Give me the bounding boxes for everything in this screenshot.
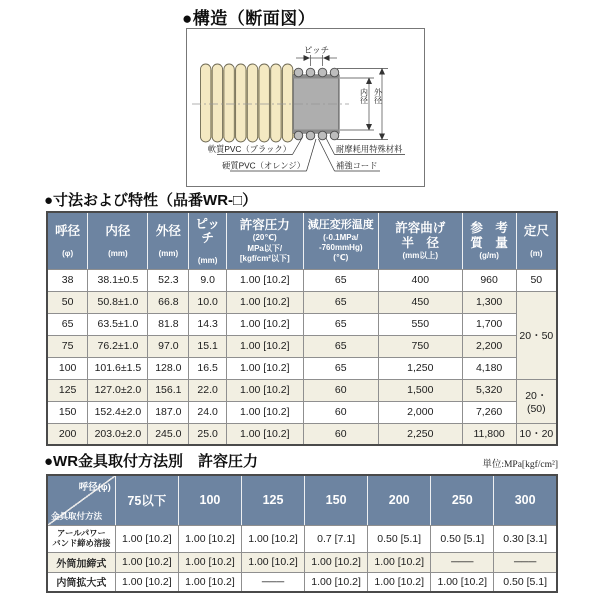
spec-cell: 65 <box>47 313 88 335</box>
spec-cell: 128.0 <box>148 357 189 379</box>
spec-row <box>47 335 557 357</box>
fitting-value-cell: ─── <box>241 572 304 592</box>
spec-cell: 1.00 [10.2] <box>227 401 304 423</box>
fitting-row <box>47 525 557 552</box>
header-unit: (mm以上) <box>402 251 439 261</box>
spec-cell: 203.0±2.0 <box>88 423 148 445</box>
header-main: 定尺 <box>523 223 549 238</box>
header-unit: [kgf/cm²以下] <box>239 253 290 263</box>
spec-header-std-length <box>516 212 557 269</box>
fitting-value-cell: ─── <box>431 552 494 572</box>
fitting-value-cell: 1.00 [10.2] <box>178 572 241 592</box>
spec-cell: 65 <box>303 291 378 313</box>
fitting-value-cell: 1.00 [10.2] <box>368 572 431 592</box>
spec-header-row <box>47 212 557 269</box>
fitting-value-cell: 1.00 [10.2] <box>305 552 368 572</box>
fitting-value-cell: 1.00 [10.2] <box>115 572 178 592</box>
header-main: 許容曲げ <box>395 221 446 236</box>
spec-cell: 1.00 [10.2] <box>227 291 304 313</box>
spec-cell: 4,180 <box>462 357 516 379</box>
spec-cell: 187.0 <box>148 401 189 423</box>
spec-cell: 60 <box>303 379 378 401</box>
spec-cell: 66.8 <box>148 291 189 313</box>
fitting-value-cell: 1.00 [10.2] <box>178 552 241 572</box>
header-unit: (20℃) <box>252 233 277 243</box>
spec-cell: 150 <box>47 401 88 423</box>
fitting-value-cell: 1.00 [10.2] <box>178 525 241 552</box>
spec-cell: 38.1±0.5 <box>88 269 148 291</box>
spec-cell: 200 <box>47 423 88 445</box>
fitting-section-title: ●WR金具取付方法別 許容圧力 <box>44 453 259 470</box>
spec-cell: 65 <box>303 269 378 291</box>
header-unit: (mm) <box>158 248 179 258</box>
structure-section-title: ●構造（断面図） <box>182 9 316 28</box>
diameter-dimensions <box>337 69 388 140</box>
fitting-row-label <box>47 525 115 552</box>
spec-cell: 2,000 <box>378 401 462 423</box>
spec-header-mass <box>462 212 516 269</box>
hard-pvc-label: 硬質PVC（オレンジ） <box>221 160 305 171</box>
spec-cell: 960 <box>462 269 516 291</box>
fitting-value-cell: 0.30 [3.1] <box>494 525 557 552</box>
unit-label: 単位:MPa[kgf/cm²] <box>482 460 558 470</box>
outer-diameter-label: 外径 <box>373 88 383 104</box>
spec-cell: 15.1 <box>189 335 227 357</box>
spec-cell: 16.5 <box>189 357 227 379</box>
fitting-table <box>46 474 558 593</box>
fitting-value-cell: 1.00 [10.2] <box>241 525 304 552</box>
header-main: 許容圧力 <box>239 218 290 233</box>
header-unit: (mm) <box>197 255 218 265</box>
spec-cell: 63.5±1.0 <box>88 313 148 335</box>
reinforce-cord-label: 補強コード <box>336 160 378 171</box>
hose-cross-section-diagram <box>187 29 424 186</box>
fitting-header-row <box>47 475 557 525</box>
spec-cell: 81.8 <box>148 313 189 335</box>
spec-row <box>47 291 557 313</box>
spec-cell: 7,260 <box>462 401 516 423</box>
inner-diameter-label: 内径 <box>359 88 369 104</box>
soft-pvc-label: 軟質PVC（ブラック） <box>207 144 291 154</box>
header-main: 内径 <box>105 223 131 238</box>
fitting-value-cell: 1.00 [10.2] <box>431 572 494 592</box>
spec-cell: 1,500 <box>378 379 462 401</box>
standard-length-cell: 10・20 <box>516 423 557 445</box>
spec-cell: 127.0±2.0 <box>88 379 148 401</box>
header-main: 質 量 <box>470 236 508 251</box>
spec-cell: 1.00 [10.2] <box>227 379 304 401</box>
structure-diagram-box <box>186 28 425 187</box>
spec-cell: 245.0 <box>148 423 189 445</box>
spec-row <box>47 357 557 379</box>
corner-label-diameter: 呼径(φ) <box>78 482 111 493</box>
header-main: ピッチ <box>195 216 220 245</box>
spec-cell: 22.0 <box>189 379 227 401</box>
fitting-col-header: 125 <box>241 475 304 525</box>
spec-cell: 14.3 <box>189 313 227 335</box>
fitting-col-header: 200 <box>368 475 431 525</box>
spec-cell: 1,300 <box>462 291 516 313</box>
standard-length-cell: 20・50 <box>516 291 557 379</box>
fitting-col-header: 300 <box>494 475 557 525</box>
fitting-corner-cell <box>47 475 115 525</box>
fitting-row <box>47 552 557 572</box>
corner-label-method: 金具取付方法 <box>51 510 103 521</box>
spec-row <box>47 269 557 291</box>
spec-cell: 9.0 <box>189 269 227 291</box>
spec-header-nominal-dia <box>47 212 88 269</box>
spec-row <box>47 379 557 401</box>
spec-cell: 1,700 <box>462 313 516 335</box>
spec-cell: 1.00 [10.2] <box>227 313 304 335</box>
spec-cell: 400 <box>378 269 462 291</box>
header-unit: -760mmHg) <box>318 242 363 252</box>
spec-header-bend-radius <box>378 212 462 269</box>
spec-row <box>47 423 557 445</box>
spec-cell: 10.0 <box>189 291 227 313</box>
spec-cell: 1.00 [10.2] <box>227 357 304 379</box>
fitting-value-cell: 1.00 [10.2] <box>305 572 368 592</box>
fitting-value-cell: 1.00 [10.2] <box>241 552 304 572</box>
spec-row <box>47 401 557 423</box>
spec-cell: 50.8±1.0 <box>88 291 148 313</box>
fitting-col-header: 250 <box>431 475 494 525</box>
fitting-value-cell: 1.00 [10.2] <box>115 525 178 552</box>
spec-header-outer-dia <box>148 212 189 269</box>
spec-cell: 50 <box>47 291 88 313</box>
spec-cell: 38 <box>47 269 88 291</box>
header-main: 呼径 <box>55 223 81 238</box>
header-unit: (m) <box>530 248 543 258</box>
header-unit: MPa以下/ <box>247 243 283 253</box>
spec-cell: 25.0 <box>189 423 227 445</box>
wear-material-label: 耐摩耗用特殊材料 <box>336 144 403 154</box>
pitch-dimension <box>296 45 337 66</box>
header-unit: (φ) <box>62 248 74 258</box>
fitting-row-label-line: バンド締め溶接 <box>52 537 111 548</box>
spec-cell: 550 <box>378 313 462 335</box>
spec-cell: 1.00 [10.2] <box>227 423 304 445</box>
fitting-col-header: 100 <box>178 475 241 525</box>
spec-cell: 750 <box>378 335 462 357</box>
spec-header-pressure <box>227 212 304 269</box>
fitting-row-label: 外筒加締式 <box>47 552 115 572</box>
fitting-value-cell: ─── <box>494 552 557 572</box>
header-main: 減圧変形温度 <box>307 219 374 232</box>
header-unit: (g/m) <box>479 251 499 261</box>
spec-cell: 125 <box>47 379 88 401</box>
fitting-value-cell: 0.7 [7.1] <box>305 525 368 552</box>
spec-cell: 450 <box>378 291 462 313</box>
spec-section-title: ●寸法および特性（品番WR-□） <box>44 192 258 209</box>
spec-row <box>47 313 557 335</box>
header-main: 外径 <box>155 223 181 238</box>
header-main: 参 考 <box>470 221 508 236</box>
spec-cell: 1.00 [10.2] <box>227 269 304 291</box>
fitting-row-label: 内筒拡大式 <box>47 572 115 592</box>
spec-cell: 76.2±1.0 <box>88 335 148 357</box>
spec-header-inner-dia <box>88 212 148 269</box>
fitting-row <box>47 572 557 592</box>
header-main: 半 径 <box>401 236 440 251</box>
spec-cell: 156.1 <box>148 379 189 401</box>
header-unit: (mm) <box>108 248 128 258</box>
fitting-value-cell: 1.00 [10.2] <box>368 552 431 572</box>
fitting-row-label-line: アールパワー <box>57 527 106 538</box>
spec-header-vacuum-temp <box>303 212 378 269</box>
fitting-value-cell: 0.50 [5.1] <box>494 572 557 592</box>
spec-cell: 11,800 <box>462 423 516 445</box>
spec-cell: 2,250 <box>378 423 462 445</box>
header-unit: (℃) <box>333 253 349 262</box>
spec-cell: 1,250 <box>378 357 462 379</box>
spec-cell: 65 <box>303 335 378 357</box>
standard-length-cell: 50 <box>516 269 557 291</box>
spec-table <box>46 211 558 446</box>
fitting-value-cell: 0.50 [5.1] <box>431 525 494 552</box>
spec-cell: 65 <box>303 313 378 335</box>
header-unit: (-0.1MPa/ <box>323 232 359 242</box>
spec-cell: 60 <box>303 423 378 445</box>
material-callouts <box>208 138 405 171</box>
spec-cell: 75 <box>47 335 88 357</box>
spec-cell: 24.0 <box>189 401 227 423</box>
spec-cell: 60 <box>303 401 378 423</box>
fitting-value-cell: 0.50 [5.1] <box>368 525 431 552</box>
pitch-dimension-label: ピッチ <box>303 45 330 55</box>
spec-cell: 2,200 <box>462 335 516 357</box>
spec-header-pitch <box>189 212 227 269</box>
spec-cell: 101.6±1.5 <box>88 357 148 379</box>
fitting-col-header: 150 <box>305 475 368 525</box>
spec-cell: 5,320 <box>462 379 516 401</box>
spec-cell: 97.0 <box>148 335 189 357</box>
spec-cell: 52.3 <box>148 269 189 291</box>
spec-cell: 152.4±2.0 <box>88 401 148 423</box>
spec-cell: 1.00 [10.2] <box>227 335 304 357</box>
standard-length-cell: 20・(50) <box>516 379 557 423</box>
fitting-value-cell: 1.00 [10.2] <box>115 552 178 572</box>
fitting-col-header: 75以下 <box>115 475 178 525</box>
spec-cell: 100 <box>47 357 88 379</box>
spec-cell: 65 <box>303 357 378 379</box>
